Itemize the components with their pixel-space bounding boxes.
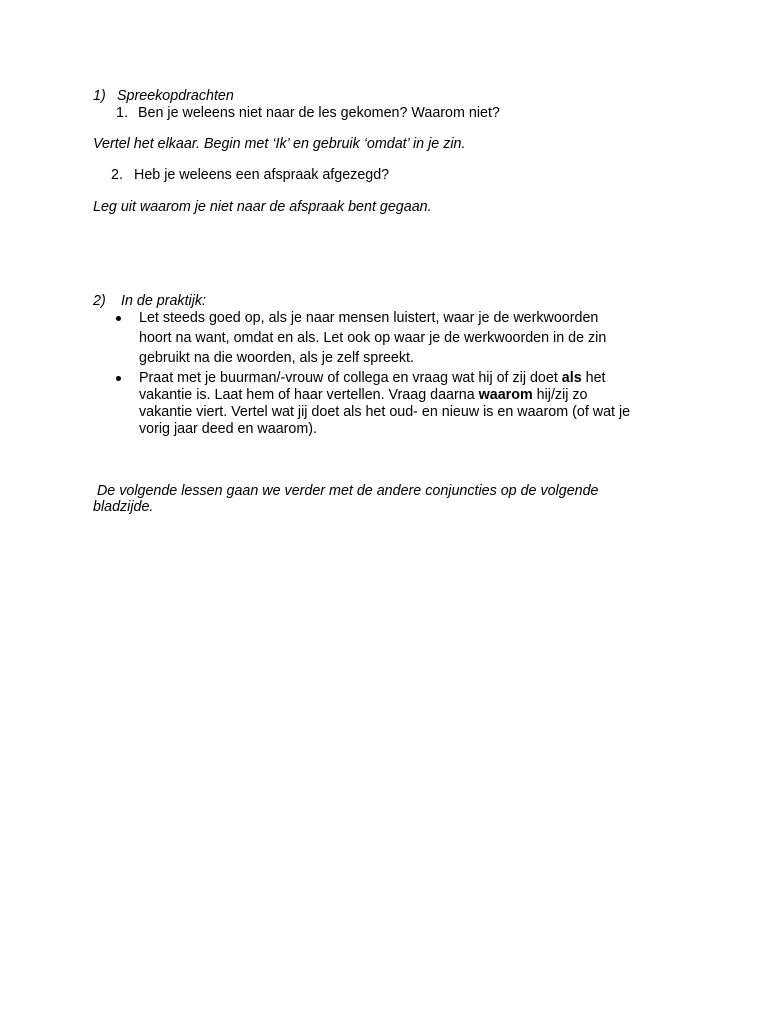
instruction-2: Leg uit waarom je niet naar de afspraak bent gegaan. — [93, 199, 432, 215]
bullet-2-line-3: vakantie viert. Vertel wat jij doet als het oud- en nieuw is en waarom (of wat je — [139, 404, 631, 420]
section-1-number: 1) — [93, 88, 106, 104]
instruction-1: Vertel het elkaar. Begin met ‘Ik’ en gebruik ‘omdat’ in je zin. — [93, 136, 466, 152]
question-2-number: 2. — [111, 167, 123, 183]
bullet-1-line-3: gebruikt na die woorden, als je zelf spreekt. — [139, 350, 414, 366]
bullet-2-bold-waarom: waarom — [478, 387, 533, 403]
bullet-2-line-1-post: het — [581, 370, 606, 386]
question-1-number: 1. — [116, 105, 128, 121]
bullet-2-line-2 — [139, 387, 588, 403]
bullet-2-line-4: vorig jaar deed en waarom). — [139, 421, 318, 437]
section-2-title: In de praktijk: — [121, 293, 207, 309]
bullet-2-line-2-post: hij/zij zo — [532, 387, 588, 403]
bullet-2-bold-als: als — [561, 370, 582, 386]
bullet-2-line-2-pre: vakantie is. Laat hem of haar vertellen. Vraag daarna — [139, 387, 479, 403]
bullet-1-line-1: Let steeds goed op, als je naar mensen luistert, waar je de werkwoorden — [139, 310, 599, 326]
bullet-2-line-1 — [139, 370, 606, 386]
bullet-2-line-1-pre: Praat met je buurman/-vrouw of collega en vraag wat hij of zij doet — [139, 370, 562, 386]
footer-line-2: bladzijde. — [93, 499, 154, 515]
bullet-1-dot — [116, 316, 121, 321]
footer-line-1: De volgende lessen gaan we verder met de andere conjuncties op de volgende — [93, 483, 599, 499]
bullet-2-dot — [116, 376, 121, 381]
bullet-1-line-2: hoort na want, omdat en als. Let ook op waar je de werkwoorden in de zin — [139, 330, 607, 346]
section-1-title: Spreekopdrachten — [117, 88, 234, 104]
section-2-number: 2) — [93, 293, 106, 309]
question-1-text: Ben je weleens niet naar de les gekomen? Waarom niet? — [138, 105, 500, 121]
question-2-text: Heb je weleens een afspraak afgezegd? — [134, 167, 390, 183]
